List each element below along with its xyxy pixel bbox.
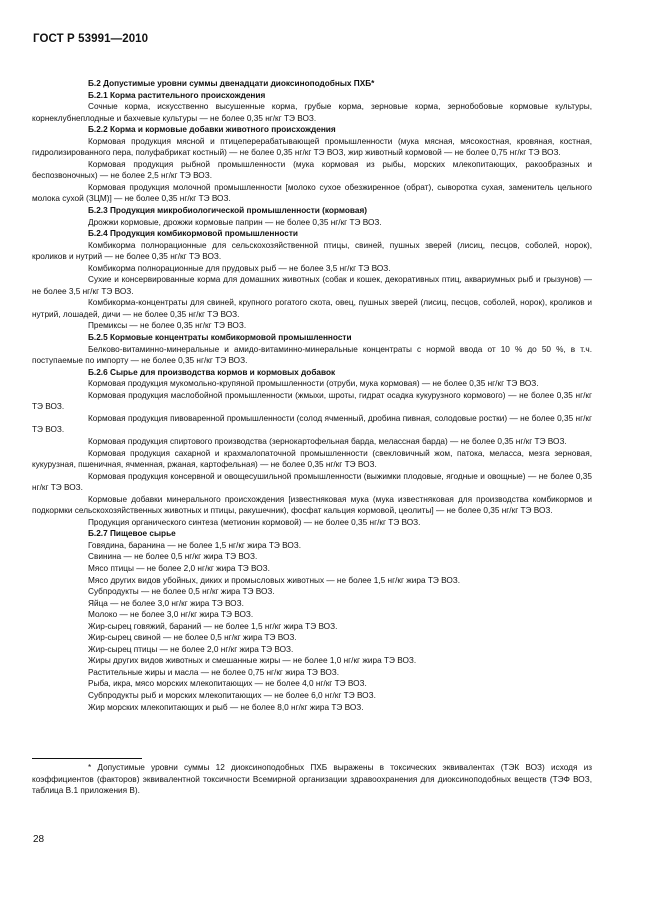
list-item: Субпродукты — не более 0,5 нг/кг жира ТЭ ВОЗ. [88, 587, 275, 597]
paragraph: Кормовая продукция рыбной промышленности (мука кормовая из рыбы, морских млекопитающих, ракообразных и беспозвоночных) — не более 2,5 нг/кг ТЭ ВОЗ. [32, 159, 592, 181]
paragraph: Комбикорма полнорационные для сельскохозяйственной птицы, свиней, пушных зверей (лисиц, песцов, соболей, норок), кроликов и нутрий — не более 0,35 нг/кг ТЭ ВОЗ. [32, 240, 592, 262]
section-heading: Б.2 Допустимые уровни суммы двенадцати диоксиноподобных ПХБ* [88, 79, 375, 88]
section-heading: Б.2.1 Корма растительного происхождения [88, 90, 266, 100]
list-item: Молоко — не более 3,0 нг/кг жира ТЭ ВОЗ. [88, 610, 254, 620]
footnote: * Допустимые уровни суммы 12 диоксиноподобных ПХБ выражены в токсических эквивалентах (ТЭК ВОЗ) исходя из коэффициентов (факторов) эквивалентной токсичности Всемирной организации здравоохранения для диоксиноподобных веществ (ТЭФ ВОЗ, таблица В.1 приложения В). [32, 763, 592, 796]
list-item: Жир-сырец говяжий, бараний — не более 1,5 нг/кг жира ТЭ ВОЗ. [88, 621, 338, 631]
section-heading: Б.2.7 Пищевое сырье [88, 529, 176, 539]
paragraph: Кормовая продукция маслобойной промышленности (жмыхи, шроты, гидрат осадка кукурузного кормового) — не более 0,35 нг/кг ТЭ ВОЗ. [32, 390, 592, 412]
paragraph: Комбикорма полнорационные для прудовых рыб — не более 3,5 нг/кг ТЭ ВОЗ. [88, 263, 391, 273]
standard-header: ГОСТ Р 53991—2010 [33, 33, 149, 45]
paragraph: Кормовая продукция пивоваренной промышленности (солод ячменный, дробина пивная, солодовые ростки) — не более 0,35 нг/кг ТЭ ВОЗ. [32, 413, 592, 435]
list-item: Жиры других видов животных и смешанные жиры — не более 1,0 нг/кг жира ТЭ ВОЗ. [88, 656, 417, 666]
paragraph: Кормовая продукция консервной и овощесушильной промышленности (выжимки плодовые, ягодные и овощные) — не более 0,35 нг/кг ТЭ ВОЗ. [32, 471, 592, 493]
list-item: Мясо птицы — не более 2,0 нг/кг жира ТЭ ВОЗ. [88, 563, 270, 573]
list-item: Мясо других видов убойных, диких и промысловых животных — не более 1,5 нг/кг жира ТЭ ВОЗ. [88, 575, 461, 585]
paragraph: Кормовая продукция молочной промышленности [молоко сухое обезжиренное (обрат), сыворотка сухая, заменитель цельного молока сухой (ЗЦМ)] — не более 0,35 нг/кг ТЭ ВОЗ. [32, 182, 592, 204]
list-item: Растительные жиры и масла — не более 0,75 нг/кг жира ТЭ ВОЗ. [88, 667, 340, 677]
paragraph: Комбикорма-концентраты для свиней, крупного рогатого скота, овец, пушных зверей (лисиц, песцов, соболей, норок), кроликов и нутрий, лошадей, дичи — не более 0,35 нг/кг ТЭ ВОЗ. [32, 298, 592, 319]
section-heading: Б.2.4 Продукция комбикормовой промышленности [88, 229, 298, 239]
list-item: Яйца — не более 3,0 нг/кг жира ТЭ ВОЗ. [88, 598, 244, 608]
paragraph: Продукция органического синтеза (метионин кормовой) — не более 0,35 нг/кг ТЭ ВОЗ. [88, 517, 421, 527]
section-heading: Б.2.2 Корма и кормовые добавки животного происхождения [88, 125, 336, 135]
paragraph: Сочные корма, искусственно высушенные корма, грубые корма, зерновые корма, зернобобовые кормовые культуры, корнеклубнеплодные и бахчевые культуры — не более 0,35 нг/кг ТЭ ВОЗ. [32, 102, 592, 123]
list-item: Говядина, баранина — не более 1,5 нг/кг жира ТЭ ВОЗ. [88, 540, 302, 550]
section-heading: Б.2.3 Продукция микробиологической промышленности (кормовая) [88, 206, 368, 216]
paragraph: Кормовая продукция спиртового производства (зернокартофельная барда, мелассная барда) — не более 0,35 нг/кг ТЭ ВОЗ. [88, 436, 567, 446]
section-heading: Б.2.6 Сырье для производства кормов и кормовых добавок [88, 367, 336, 377]
list-item: Жир-сырец свиной — не более 0,5 нг/кг жира ТЭ ВОЗ. [88, 633, 297, 643]
paragraph: Кормовая продукция мукомольно-крупяной промышленности (отруби, мука кормовая) — не более 0,35 нг/кг ТЭ ВОЗ. [88, 379, 539, 389]
paragraph: Белково-витаминно-минеральные и амидо-витаминно-минеральные концентраты с нормой ввода от 10 % до 50 %, в т.ч. поступаемые по импорту — не более 0,35 нг/кг ТЭ ВОЗ. [32, 344, 592, 366]
paragraph: Дрожжи кормовые, дрожжи кормовые паприн — не более 0,35 нг/кг ТЭ ВОЗ. [88, 217, 382, 227]
list-item: Субпродукты рыб и морских млекопитающих — не более 6,0 нг/кг ТЭ ВОЗ. [88, 690, 376, 700]
paragraph: Кормовые добавки минерального происхождения [известняковая мука (мука известняковая для производства комбикормов и подкормки сельскохозяйственных животных и птицы, ракушечник), фосфат кальция кормовой, цеолиты] — не более 0,35 нг/кг ТЭ ВОЗ. [32, 494, 592, 516]
list-item: Рыба, икра, мясо морских млекопитающих — не более 4,0 нг/кг ТЭ ВОЗ. [88, 679, 367, 689]
section-heading: Б.2.5 Кормовые концентраты комбикормовой промышленности [88, 333, 352, 343]
paragraph: Кормовая продукция мясной и птицеперерабатывающей промышленности (мука мясная, мясокостная, кровяная, костная, гидролизированного пера, полуфабрикат костный) — не более 0,35 нг/кг ТЭ ВОЗ, жир животный кормовой — не более 0,75 нг/кг ТЭ ВОЗ. [32, 136, 592, 158]
paragraph: Премиксы — не более 0,35 нг/кг ТЭ ВОЗ. [88, 321, 247, 331]
document-body [32, 78, 592, 713]
paragraph: Сухие и консервированные корма для домашних животных (собак и кошек, декоративных птиц, аквариумных рыб и грызунов) — не более 3,5 нг/кг ТЭ ВОЗ. [32, 275, 592, 296]
paragraph: Кормовая продукция сахарной и крахмалопаточной промышленности (свекловичный жом, патока, меласса, мезга зерновая, кукурузная, пшеничная, ячменная, ржаная, картофельная) — не более 0,35 нг/кг ТЭ ВОЗ. [32, 448, 592, 470]
page-number: 28 [33, 834, 45, 845]
list-item: Свинина — не более 0,5 нг/кг жира ТЭ ВОЗ. [88, 552, 258, 562]
list-item: Жир-сырец птицы — не более 2,0 нг/кг жира ТЭ ВОЗ. [88, 644, 294, 654]
footnote-divider [32, 758, 142, 759]
list-item: Жир морских млекопитающих и рыб — не более 8,0 нг/кг жира ТЭ ВОЗ. [88, 702, 364, 712]
